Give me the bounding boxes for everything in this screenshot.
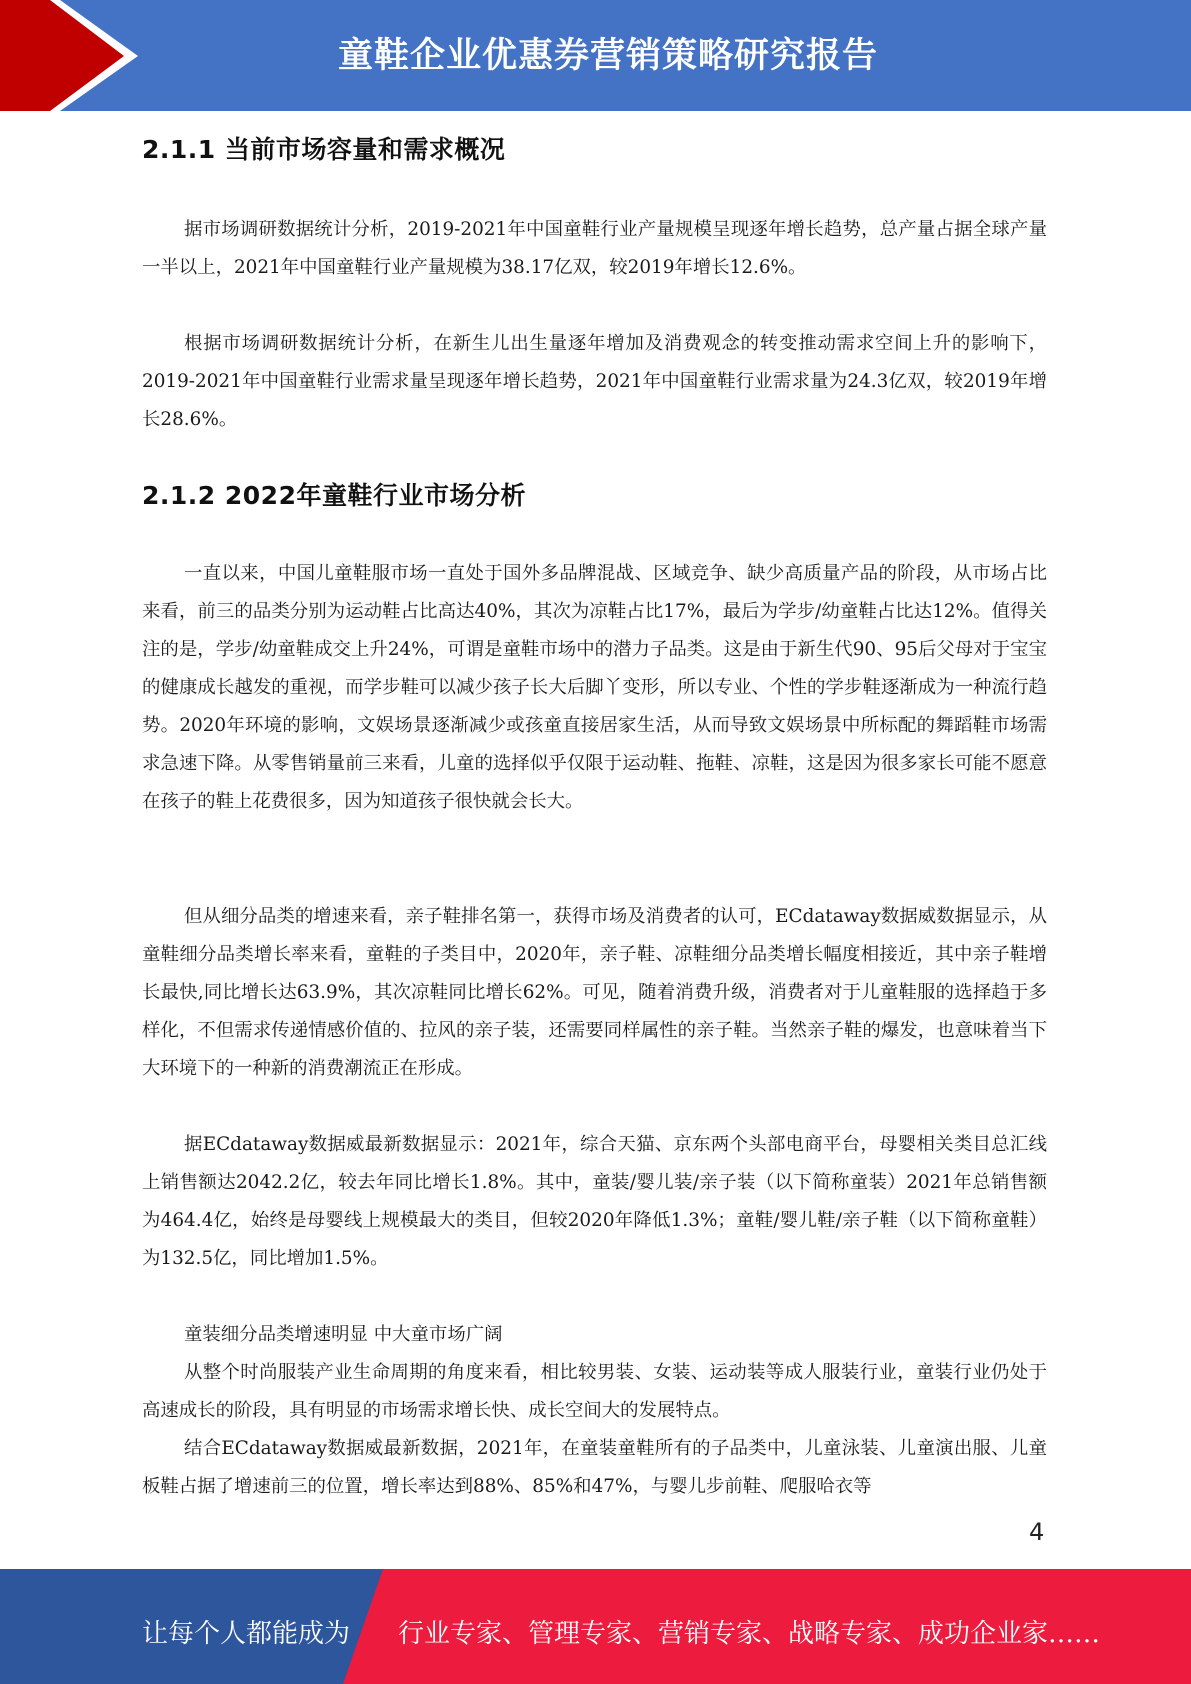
- paragraph: 结合ECdataway数据威最新数据，2021年，在童装童鞋所有的子品类中，儿童泳装、儿童演出服、儿童板鞋占据了增速前三的位置，增长率达到88%、85%和47%，与婴儿步前鞋、爬服哈衣等: [142, 1438, 1047, 1497]
- subheading-line: 童装细分品类增速明显 中大童市场广阔: [184, 1324, 503, 1345]
- paragraph: 但从细分品类的增速来看，亲子鞋排名第一，获得市场及消费者的认可，ECdataway数据威数据显示，从童鞋细分品类增长率来看，童鞋的子类目中，2020年，亲子鞋、凉鞋细分品类增长幅度相接近，其中亲子鞋增长最快,同比增长达63.9%，其次凉鞋同比增长62%。可见，随着消费升级，消费者对于儿童鞋服的选择趋于多样化，不但需求传递情感价值的、拉风的亲子装，还需要同样属性的亲子鞋。当然亲子鞋的爆发，也意味着当下大环境下的一种新的消费潮流正在形成。: [142, 906, 1047, 1079]
- page-header: [0, 0, 1191, 111]
- page-footer: [0, 1569, 1191, 1684]
- paragraph: 从整个时尚服装产业生命周期的角度来看，相比较男装、女装、运动装等成人服装行业，童装行业仍处于高速成长的阶段，具有明显的市场需求增长快、成长空间大的发展特点。: [142, 1362, 1047, 1421]
- page-number: 4: [1029, 1518, 1045, 1546]
- section-heading-2-1-1: 2.1.1 当前市场容量和需求概况: [142, 135, 506, 164]
- footer-slogan-left: 让每个人都能成为: [142, 1619, 351, 1649]
- paragraph: 一直以来，中国儿童鞋服市场一直处于国外多品牌混战、区域竞争、缺少高质量产品的阶段，从市场占比来看，前三的品类分别为运动鞋占比高达40%，其次为凉鞋占比17%，最后为学步/幼童鞋占比达12%。值得关注的是，学步/幼童鞋成交上升24%，可谓是童鞋市场中的潜力子品类。这是由于新生代90、95后父母对于宝宝的健康成长越发的重视，而学步鞋可以减少孩子长大后脚丫变形，所以专业、个性的学步鞋逐渐成为一种流行趋势。2020年环境的影响，文娱场景逐渐减少或孩童直接居家生活，从而导致文娱场景中所标配的舞蹈鞋市场需求急速下降。从零售销量前三来看，儿童的选择似乎仅限于运动鞋、拖鞋、凉鞋，这是因为很多家长可能不愿意在孩子的鞋上花费很多，因为知道孩子很快就会长大。: [142, 563, 1047, 812]
- paragraph: 据ECdataway数据威最新数据显示：2021年，综合天猫、京东两个头部电商平台，母婴相关类目总汇线上销售额达2042.2亿，较去年同比增长1.8%。其中，童装/婴儿装/亲子装（以下简称童装）2021年总销售额为464.4亿，始终是母婴线上规模最大的类目，但较2020年降低1.3%；童鞋/婴儿鞋/亲子鞋（以下简称童鞋）为132.5亿，同比增加1.5%。: [142, 1134, 1047, 1269]
- paragraph: 根据市场调研数据统计分析，在新生儿出生量逐年增加及消费观念的转变推动需求空间上升的影响下，2019-2021年中国童鞋行业需求量呈现逐年增长趋势，2021年中国童鞋行业需求量为24.3亿双，较2019年增长28.6%。: [142, 333, 1047, 430]
- section-heading-2-1-2: 2.1.2 2022年童鞋行业市场分析: [142, 481, 526, 510]
- paragraph: 据市场调研数据统计分析，2019-2021年中国童鞋行业产量规模呈现逐年增长趋势，总产量占据全球产量一半以上，2021年中国童鞋行业产量规模为38.17亿双，较2019年增长12.6%。: [142, 219, 1047, 278]
- footer-slogan-right: 行业专家、管理专家、营销专家、战略专家、成功企业家……: [398, 1619, 1101, 1649]
- report-title: 童鞋企业优惠券营销策略研究报告: [337, 36, 878, 76]
